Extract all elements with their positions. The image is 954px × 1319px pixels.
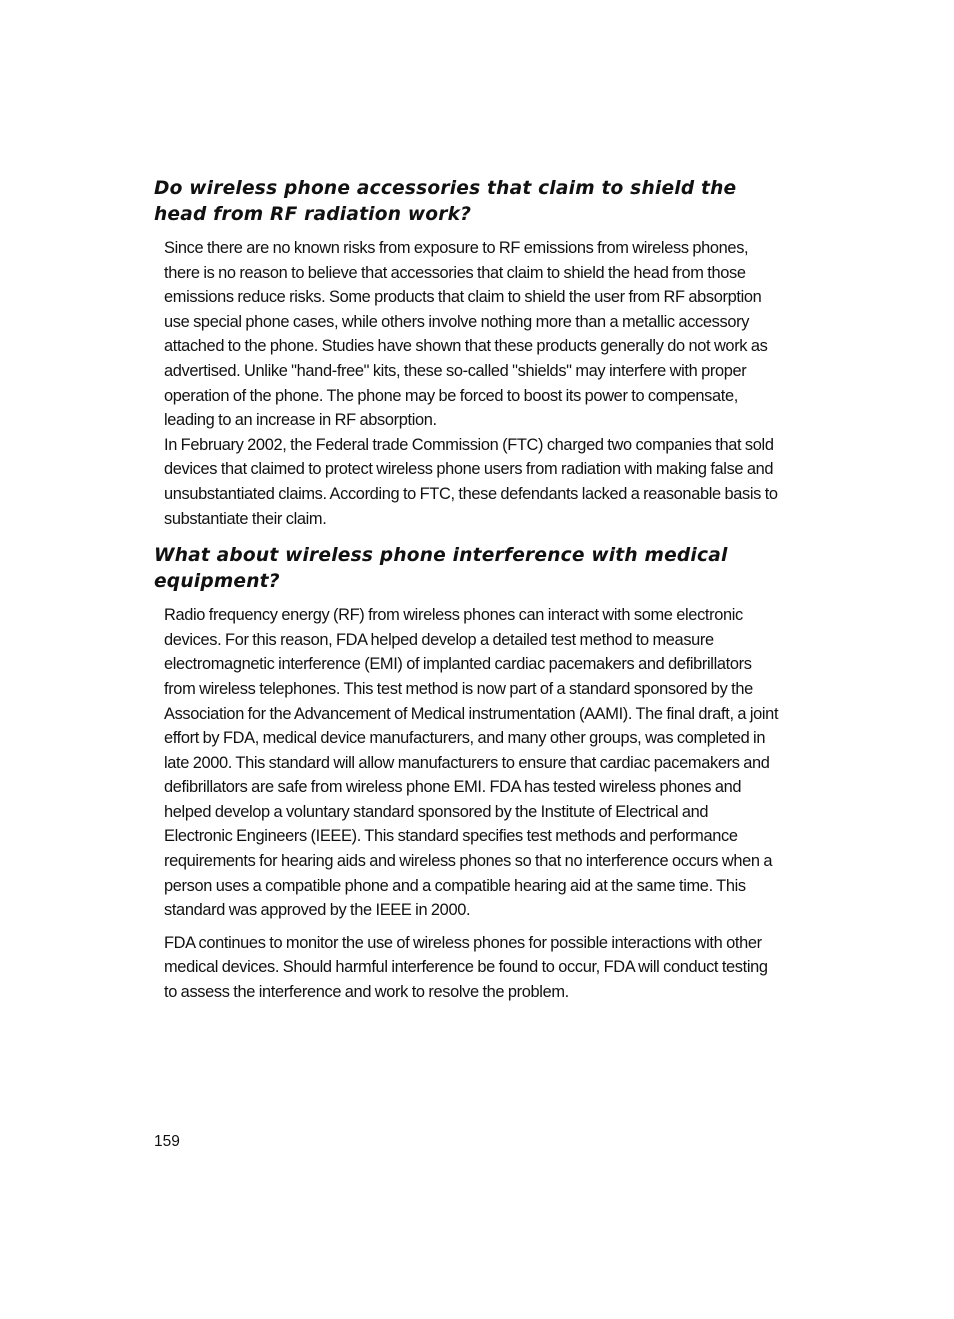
- section-heading-medical-interference: What about wireless phone interference with medical equipment?: [154, 545, 728, 593]
- paragraph-ftc-charges: In February 2002, the Federal trade Commission (FTC) charged two companies that sold devices that claimed to protect wireless phone users from radiation with making false and unsubstantiated claims. According to FTC, these defendants lacked a reasonable basis to substantiate their claim.: [164, 435, 778, 528]
- paragraph-fda-monitoring: FDA continues to monitor the use of wireless phones for possible interactions with other medical devices. Should harmful interference be found to occur, FDA will conduct testing to assess the interference and work to resolve the problem.: [164, 933, 768, 1002]
- page-content: [154, 176, 779, 1013]
- paragraph-medical-interference-body: Radio frequency energy (RF) from wireless phones can interact with some electronic devices. For this reason, FDA helped develop a detailed test method to measure electromagnetic interference (EMI) of implanted cardiac pacemakers and defibrillators from wireless telephones. This test method is now part of a standard sponsored by the Association for the Advancement of Medical instrumentation (AAMI). The final draft, a joint effort by FDA, medical device manufacturers, and many other groups, was completed in late 2000. This standard will allow manufacturers to ensure that cardiac pacemakers and defibrillators are safe from wireless phone EMI. FDA has tested wireless phones and helped develop a voluntary standard sponsored by the Institute of Electrical and Electronic Engineers (IEEE). This standard specifies test methods and performance requirements for hearing aids and wireless phones so that no interference occurs when a person uses a compatible phone and a compatible hearing aid at the same time. This standard was approved by the IEEE in 2000.: [164, 606, 779, 920]
- section-heading-rf-shield-accessories: Do wireless phone accessories that claim to shield the head from RF radiation work?: [154, 178, 737, 225]
- paragraph-rf-shield-body: Since there are no known risks from exposure to RF emissions from wireless phones, there is no reason to believe that accessories that claim to shield the head from those emissions reduce risks. Some products that claim to shield the user from RF absorption use special phone cases, while others involve nothing more than a metallic accessory attached to the phone. Studies have shown that these products generally do not work as advertised. Unlike "hand-free" kits, these so-called "shields" may interfere with proper operation of the phone. The phone may be forced to boost its power to compensate, leading to an increase in RF absorption.: [164, 239, 768, 430]
- page-number: 159: [154, 1133, 180, 1150]
